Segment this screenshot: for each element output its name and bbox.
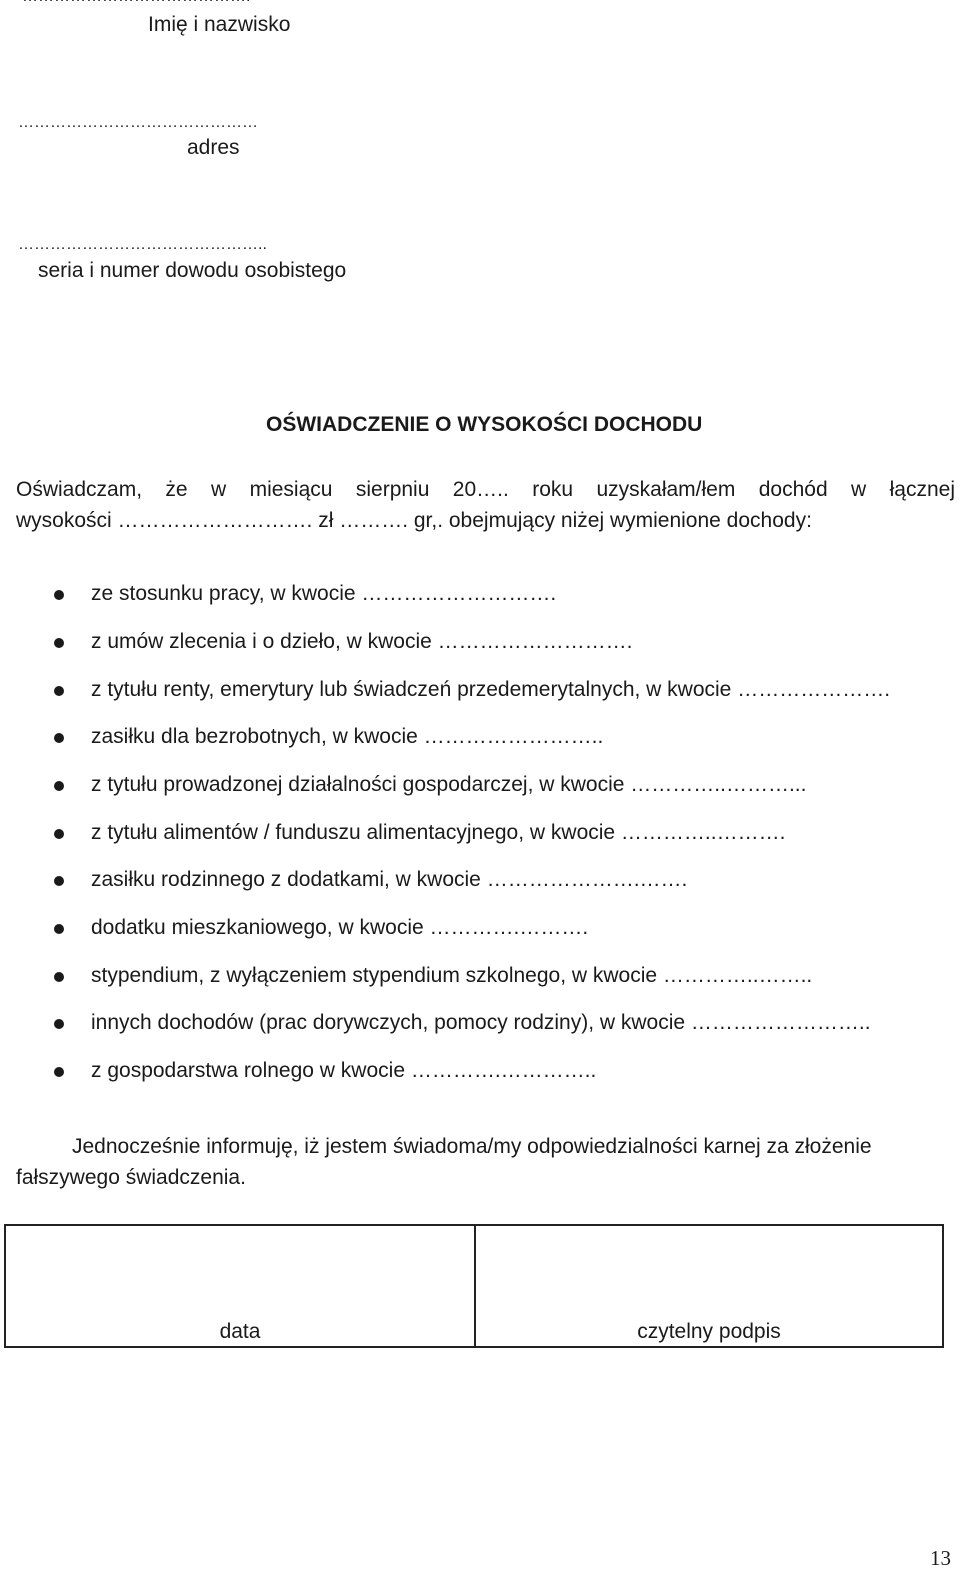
bullet-icon [54, 781, 64, 791]
list-item [0, 1055, 960, 1087]
id-dots: ……………………………………….. [18, 236, 267, 253]
signature-field[interactable] [476, 1226, 942, 1346]
bullet-icon [54, 686, 64, 696]
list-item-text: stypendium, z wyłączeniem stypendium szkolnego, w kwocie …………..…….. [91, 964, 813, 987]
list-item [0, 721, 960, 753]
list-item [0, 1007, 960, 1039]
list-item [0, 912, 960, 944]
id-label: seria i numer dowodu osobistego [38, 259, 347, 282]
list-item [0, 626, 960, 658]
bullet-icon [54, 1067, 64, 1077]
page-number: 13 [930, 1546, 951, 1570]
list-item [0, 674, 960, 706]
list-item [0, 578, 960, 610]
list-item-text: z tytułu prowadzonej działalności gospodarczej, w kwocie …………..………... [91, 773, 807, 796]
statement-line-1: Oświadczam, że w miesiącu sierpniu 20….. roku uzyskałam/łem dochód w łącznej [16, 478, 955, 501]
bullet-icon [54, 972, 64, 982]
liability-line-1: Jednocześnie informuję, iż jestem świadoma/my odpowiedzialności karnej za złożenie [72, 1135, 872, 1158]
name-dots [22, 0, 250, 6]
list-item-text: z tytułu renty, emerytury lub świadczeń przedemerytalnych, w kwocie …………………. [91, 678, 891, 701]
signature-label: czytelny podpis [637, 1320, 781, 1343]
date-field[interactable] [6, 1226, 476, 1346]
liability-line-2: fałszywego świadczenia. [16, 1166, 246, 1189]
list-item-text: zasiłku rodzinnego z dodatkami, w kwocie ………………….……. [91, 868, 688, 891]
date-label: data [219, 1320, 261, 1343]
document-title: OŚWIADCZENIE O WYSOKOŚCI DOCHODU [266, 413, 703, 436]
bullet-icon [54, 829, 64, 839]
list-item-text: z umów zlecenia i o dzieło, w kwocie ………………………. [91, 630, 633, 653]
bullet-icon [54, 1019, 64, 1029]
list-item-text: ze stosunku pracy, w kwocie ………………………. [91, 582, 557, 605]
bullet-icon [54, 638, 64, 648]
address-dots: ……………………………………… [18, 114, 258, 131]
signature-table [4, 1224, 944, 1348]
list-item-text: dodatku mieszkaniowego, w kwocie ………….………. [91, 916, 589, 939]
list-item-text: z gospodarstwa rolnego w kwocie ………….………….. [91, 1059, 597, 1082]
statement-line-2: wysokości ………………………. zł ………. gr,. obejmujący niżej wymienione dochody: [16, 509, 812, 532]
name-label: Imię i nazwisko [148, 13, 291, 36]
bullet-icon [54, 733, 64, 743]
address-label: adres [187, 136, 240, 159]
list-item-text: z tytułu alimentów / funduszu alimentacyjnego, w kwocie …………..………. [91, 821, 786, 844]
list-item-text: zasiłku dla bezrobotnych, w kwocie …………………….. [91, 725, 604, 748]
bullet-icon [54, 876, 64, 886]
bullet-icon [54, 924, 64, 934]
list-item [0, 769, 960, 801]
list-item [0, 864, 960, 896]
list-item [0, 960, 960, 992]
list-item-text: innych dochodów (prac dorywczych, pomocy rodziny), w kwocie …………………….. [91, 1011, 871, 1034]
list-item [0, 817, 960, 849]
statement-paragraph [16, 474, 955, 536]
bullet-icon [54, 590, 64, 600]
